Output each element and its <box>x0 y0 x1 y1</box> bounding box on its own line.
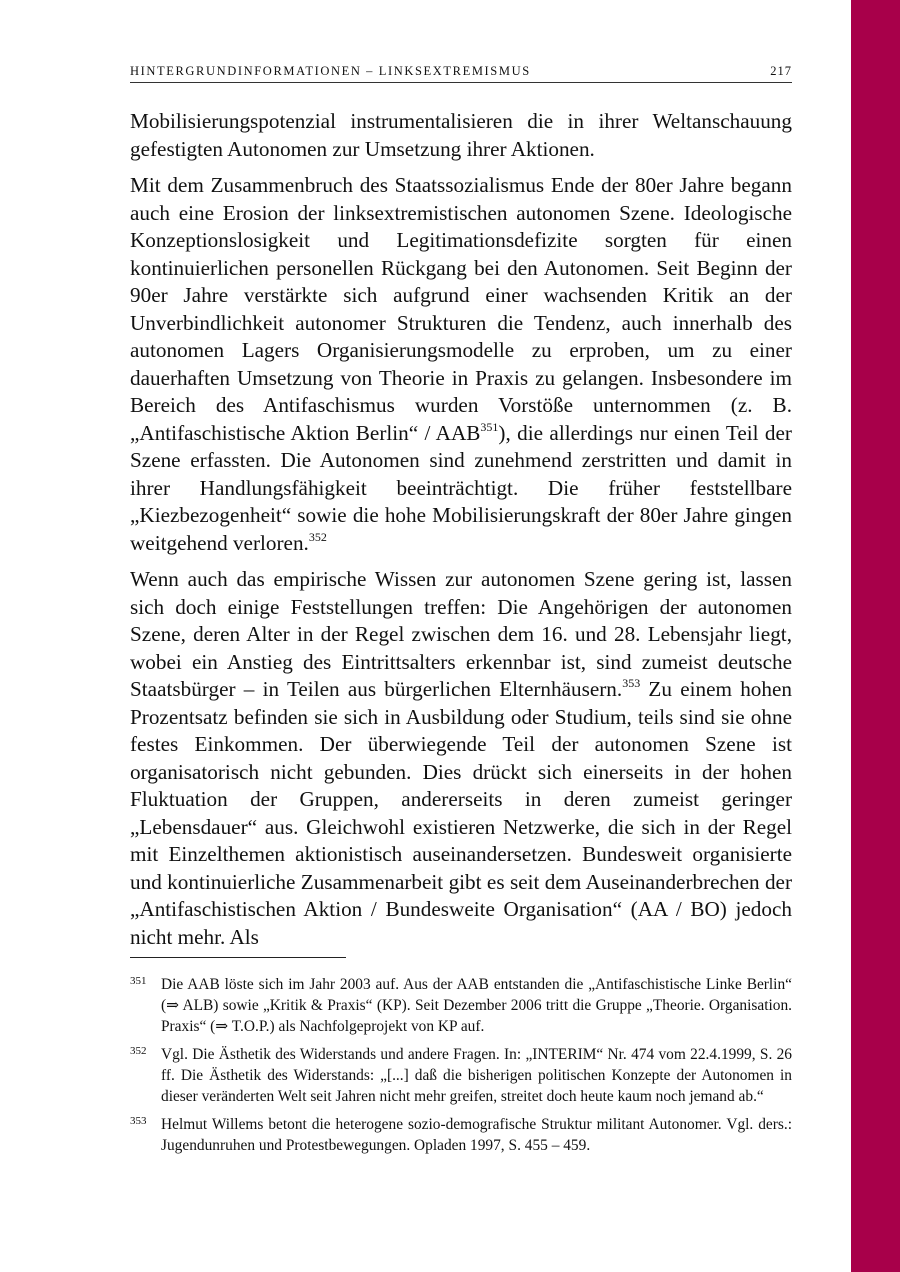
running-header <box>130 62 792 83</box>
paragraph-text: Mit dem Zusammenbruch des Staatssozialismus Ende der 80er Jahre begann auch eine Erosion der linksextremistischen autonomen Szene. Ideologische Konzeptionslosigkeit und Legitimationsdefizite sorgten für einen kontinuierlichen personellen Rückgang bei den Autonomen. Seit Beginn der 90er Jahre verstärkte sich aufgrund einer wachsenden Kritik an der Unverbindlichkeit autonomer Strukturen die Tendenz, auch innerhalb des autonomen Lagers Organisierungsmodelle zu erproben, um zu einer dauerhaften Umsetzung von Theorie in Praxis zu gelangen. Insbesondere im Bereich des Antifaschismus wurden Vorstöße unternommen (z. B. „Antifaschistische Aktion Berlin“ / AAB <box>130 173 792 445</box>
footnote-divider <box>130 957 346 958</box>
paragraph-text: Mobilisierungspotenzial instrumentalisieren die in ihrer Weltanschauung gefestigten Autonomen zur Umsetzung ihrer Aktionen. <box>130 109 792 161</box>
footnote-text: Helmut Willems betont die heterogene sozio-demografische Struktur militant Autonomer. Vgl. ders.: Jugendunruhen und Protestbewegungen. Opladen 1997, S. 455 – 459. <box>161 1116 792 1154</box>
header-title: HINTERGRUNDINFORMATIONEN – LINKSEXTREMISMUS <box>130 64 531 78</box>
footnote-351 <box>130 974 792 1037</box>
paragraph-text: ), die allerdings nur einen Teil der Szene erfassten. Die Autonomen sind zunehmend zerstritten und damit in ihrer Handlungsfähigkeit beeinträchtigt. Die früher feststellbare „Kiezbezogenheit“ sowie die hohe Mobilisierungskraft der 80er Jahre gingen weitgehend verloren. <box>130 420 792 555</box>
footnote-ref-353[interactable]: 353 <box>622 676 641 690</box>
paragraph-text: Zu einem hohen Prozentsatz befinden sie sich in Ausbildung oder Studium, teils sind sie ohne festes Einkommen. Der überwiegende Teil der autonomen Szene ist organisatorisch nicht gebunden. Dies drückt sich einerseits in der hohen Fluktuation der Gruppen, andererseits in deren zumeist geringer „Lebensdauer“ aus. Gleichwohl existieren Netzwerke, die sich in der Regel mit Einzelthemen aktionistisch auseinandersetzen. Bundesweit organisierte und kontinuierliche Zusammenarbeit gibt es seit dem Auseinanderbrechen der „Antifaschistischen Aktion / Bundesweite Organisation“ (AA / BO) jedoch nicht mehr. Als <box>130 677 792 949</box>
footnote-number: 352 <box>130 1045 147 1057</box>
footnote-text: Vgl. Die Ästhetik des Widerstands und andere Fragen. In: „INTERIM“ Nr. 474 vom 22.4.1999, S. 26 ff. Die Ästhetik des Widerstands: „[...] daß die bisherigen politischen Konzepte der Autonomen in dieser veränderten Welt seit Jahren nicht mehr greifen, streitet doch heute kaum noch jemand ab.“ <box>161 1046 792 1105</box>
paragraph <box>130 172 792 557</box>
paragraph-text: Wenn auch das empirische Wissen zur autonomen Szene gering ist, lassen sich doch einige Feststellungen treffen: Die Angehörigen der autonomen Szene, deren Alter in der Regel zwischen dem 16. und 28. Lebensjahr liegt, wobei ein Anstieg des Eintrittsalters erkennbar ist, sind zumeist deutsche Staatsbürger – in Teilen aus bürgerlichen Elternhäusern. <box>130 567 792 701</box>
footnote-number: 351 <box>130 975 147 987</box>
footnote-ref-352[interactable]: 352 <box>308 529 327 544</box>
footnote-353 <box>130 1114 792 1156</box>
paragraph <box>130 108 792 163</box>
side-color-bar <box>851 0 900 1272</box>
footnote-352 <box>130 1044 792 1107</box>
body-text <box>130 108 792 960</box>
footnotes <box>130 974 792 1163</box>
footnote-number: 353 <box>130 1115 147 1127</box>
page-number: 217 <box>770 64 792 78</box>
paragraph <box>130 566 792 951</box>
footnote-text: Die AAB löste sich im Jahr 2003 auf. Aus der AAB entstanden die „Antifaschistische Linke Berlin“ (⇒ ALB) sowie „Kritik & Praxis“ (KP). Seit Dezember 2006 tritt die Gruppe „Theorie. Organisation. Praxis“ (⇒ T.O.P.) als Nachfolgeprojekt von KP auf. <box>161 976 792 1035</box>
footnote-ref-351[interactable]: 351 <box>480 419 499 434</box>
